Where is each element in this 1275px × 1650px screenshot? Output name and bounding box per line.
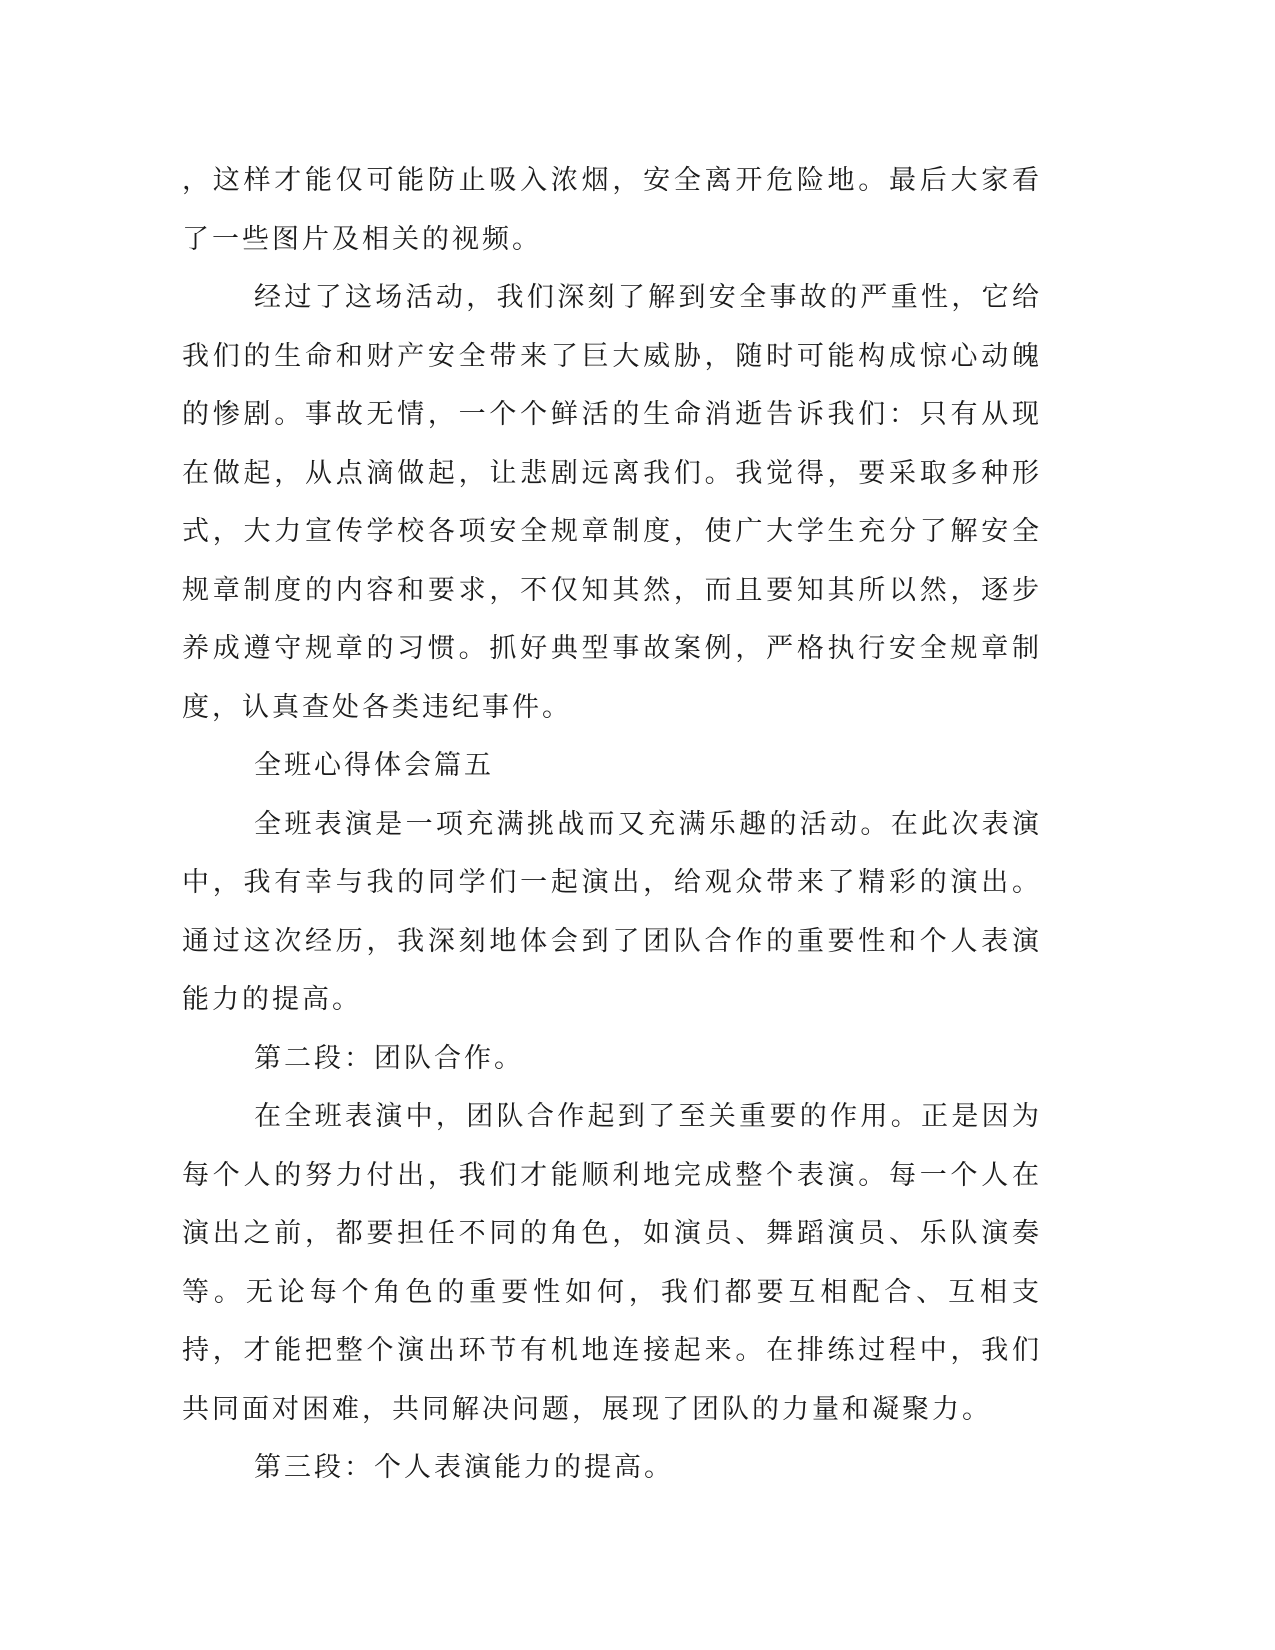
paragraph-teamwork: 在全班表演中，团队合作起到了至关重要的作用。正是因为每个人的努力付出，我们才能顺利地完成整个表演。每一个人在演出之前，都要担任不同的角色，如演员、舞蹈演员、乐队演奏等。无论每个角色的重要性如何，我们都要互相配合、互相支持，才能把整个演出环节有机地连接起来。在排练过程中，我们共同面对困难，共同解决问题，展现了团队的力量和凝聚力。: [182, 1101, 1042, 1425]
section-heading-personal-skills: 第三段：个人表演能力的提高。: [254, 1452, 674, 1483]
paragraph-safety-reflection: 经过了这场活动，我们深刻了解到安全事故的严重性，它给我们的生命和财产安全带来了巨大威胁，随时可能构成惊心动魄的惨剧。事故无情，一个个鲜活的生命消逝告诉我们：只有从现在做起，从点滴做起，让悲剧远离我们。我觉得，要采取多种形式，大力宣传学校各项安全规章制度，使广大学生充分了解安全规章制度的内容和要求，不仅知其然，而且要知其所以然，逐步养成遵守规章的习惯。抓好典型事故案例，严格执行安全规章制度，认真查处各类违纪事件。: [182, 282, 1042, 723]
paragraph-performance-intro: 全班表演是一项充满挑战而又充满乐趣的活动。在此次表演中，我有幸与我的同学们一起演出，给观众带来了精彩的演出。通过这次经历，我深刻地体会到了团队合作的重要性和个人表演能力的提高。: [182, 808, 1042, 1015]
section-heading-teamwork: 第二段：团队合作。: [254, 1042, 524, 1074]
section-heading-part-five: 全班心得体会篇五: [254, 750, 494, 781]
paragraph-continuation: ，这样才能仅可能防止吸入浓烟，安全离开危险地。最后大家看了一些图片及相关的视频。: [182, 165, 1042, 255]
document-body: [182, 152, 1042, 1498]
